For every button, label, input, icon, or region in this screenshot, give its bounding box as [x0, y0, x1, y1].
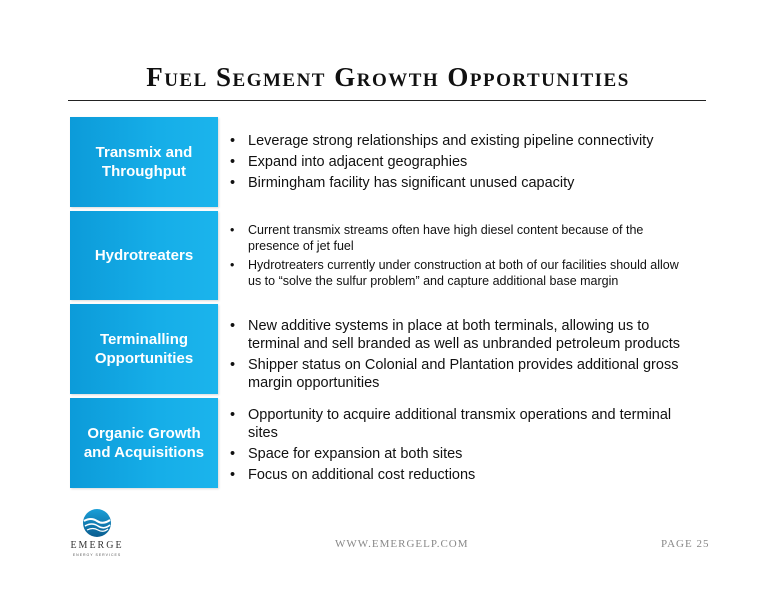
page-title: Fuel Segment Growth Opportunities	[146, 62, 630, 92]
row-label: Hydrotreaters	[94, 247, 194, 264]
list-item: • Current transmix streams often have high diesel content because of the presence of jet fuel	[228, 222, 688, 254]
label-box-hydrotreaters	[70, 211, 218, 300]
label-box-transmix	[70, 117, 218, 207]
list-item: • Expand into adjacent geographies	[228, 153, 688, 171]
row-terminalling	[70, 304, 710, 394]
row-label: Terminalling Opportunities	[94, 331, 194, 367]
list-item: • Hydrotreaters currently under construction at both of our facilities should allow us to “solve the sulfur problem” and capture additional base margin	[228, 257, 688, 289]
row-organic-growth	[70, 398, 710, 488]
globe-wave-icon	[82, 508, 112, 538]
label-box-terminalling	[70, 304, 218, 394]
list-item: • Shipper status on Colonial and Plantation provides additional gross margin opportunities	[228, 356, 688, 392]
emerge-logo	[66, 508, 128, 557]
list-item: • Opportunity to acquire additional transmix operations and terminal sites	[228, 406, 688, 442]
list-item: • Birmingham facility has significant unused capacity	[228, 174, 688, 192]
list-item: • Leverage strong relationships and existing pipeline connectivity	[228, 132, 688, 150]
bullet-list	[228, 406, 688, 487]
website-link[interactable]: WWW.EMERGELP.COM	[335, 538, 469, 550]
row-transmix	[70, 117, 710, 207]
list-item: • Space for expansion at both sites	[228, 445, 688, 463]
title-divider	[68, 100, 706, 101]
bullet-list	[228, 132, 688, 195]
row-label: Transmix and Throughput	[95, 144, 193, 180]
logo-tagline: ENERGY SERVICES	[72, 553, 122, 557]
row-label: Organic Growth and Acquisitions	[83, 425, 205, 461]
bullet-list	[228, 317, 688, 395]
label-box-organic-growth	[70, 398, 218, 488]
page-number: PAGE 25	[661, 538, 710, 550]
bullet-list	[228, 222, 688, 292]
row-hydrotreaters	[70, 211, 710, 300]
logo-wordmark: EMERGE	[70, 540, 124, 551]
list-item: • Focus on additional cost reductions	[228, 466, 688, 484]
list-item: • New additive systems in place at both terminals, allowing us to terminal and sell branded as well as unbranded petroleum products	[228, 317, 688, 353]
